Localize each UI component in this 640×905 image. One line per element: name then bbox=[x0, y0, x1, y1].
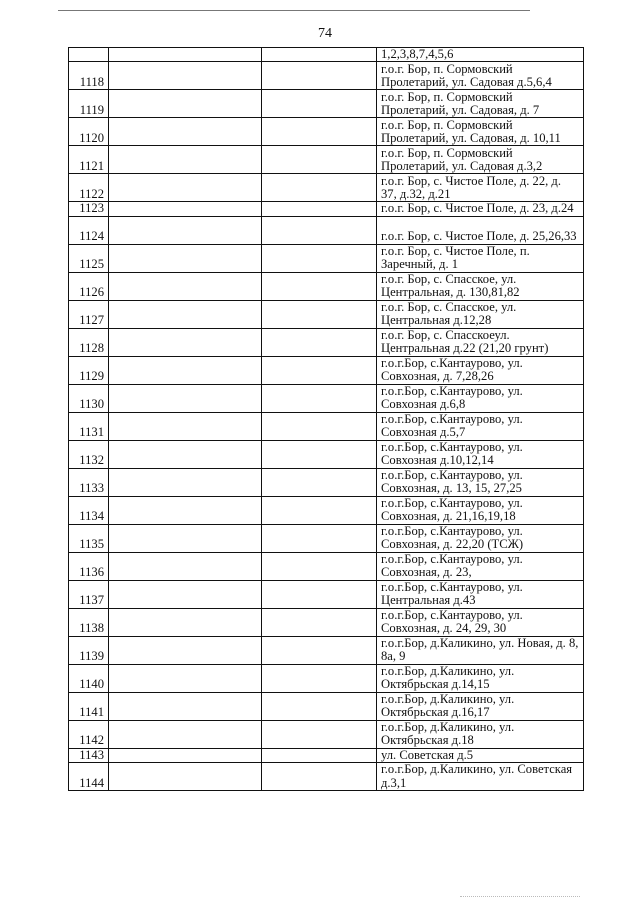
empty-cell bbox=[262, 202, 377, 216]
row-number: 1136 bbox=[69, 552, 109, 580]
address-cell bbox=[377, 48, 584, 62]
address-text: г.о.г.Бор, с.Кантаурово, ул. Совхозная д.5,7 bbox=[381, 412, 523, 440]
table-row bbox=[69, 608, 584, 636]
empty-cell bbox=[262, 216, 377, 244]
row-number: 1141 bbox=[69, 692, 109, 720]
table-row bbox=[69, 62, 584, 90]
row-number: 1138 bbox=[69, 608, 109, 636]
address-cell bbox=[377, 272, 584, 300]
table-row bbox=[69, 272, 584, 300]
empty-cell bbox=[109, 748, 262, 762]
row-number: 1118 bbox=[69, 62, 109, 90]
empty-cell bbox=[262, 48, 377, 62]
empty-cell bbox=[262, 328, 377, 356]
address-cell bbox=[377, 244, 584, 272]
empty-cell bbox=[109, 468, 262, 496]
empty-cell bbox=[262, 356, 377, 384]
table-row bbox=[69, 174, 584, 202]
table-row bbox=[69, 356, 584, 384]
table-row bbox=[69, 468, 584, 496]
address-text: г.о.г.Бор, с.Кантаурово, ул. Совхозная, д. 22,20 (ТСЖ) bbox=[381, 524, 524, 552]
empty-cell bbox=[109, 146, 262, 174]
address-cell bbox=[377, 62, 584, 90]
row-number: 1134 bbox=[69, 496, 109, 524]
empty-cell bbox=[109, 118, 262, 146]
empty-cell bbox=[262, 496, 377, 524]
row-number: 1121 bbox=[69, 146, 109, 174]
address-cell bbox=[377, 692, 584, 720]
address-cell bbox=[377, 440, 584, 468]
empty-cell bbox=[262, 763, 377, 791]
row-number: 1133 bbox=[69, 468, 109, 496]
address-cell bbox=[377, 202, 584, 216]
row-number: 1125 bbox=[69, 244, 109, 272]
address-cell bbox=[377, 608, 584, 636]
empty-cell bbox=[109, 244, 262, 272]
table-row bbox=[69, 636, 584, 664]
empty-cell bbox=[109, 763, 262, 791]
address-cell bbox=[377, 552, 584, 580]
address-text: г.о.г.Бор, с.Кантаурово, ул. Центральная д.43 bbox=[381, 580, 523, 608]
address-cell bbox=[377, 118, 584, 146]
address-text: г.о.г.Бор, с.Кантаурово, ул. Совхозная д.10,12,14 bbox=[381, 440, 523, 468]
address-cell bbox=[377, 763, 584, 791]
address-text: г.о.г.Бор, д.Каликино, ул. Новая, д. 8, 8а, 9 bbox=[381, 636, 579, 664]
address-text: г.о.г.Бор, с.Кантаурово, ул. Совхозная, д. 23, bbox=[381, 552, 523, 580]
address-cell bbox=[377, 496, 584, 524]
address-text: г.о.г. Бор, с. Чистое Поле, п. Заречный, д. 1 bbox=[381, 244, 530, 272]
address-text: 1,2,3,8,7,4,5,6 bbox=[381, 47, 454, 61]
empty-cell bbox=[262, 524, 377, 552]
empty-cell bbox=[262, 440, 377, 468]
table-row bbox=[69, 440, 584, 468]
address-text: г.о.г. Бор, с. Чистое Поле, д. 22, д. 37, д.32, д.21 bbox=[381, 173, 561, 201]
empty-cell bbox=[109, 720, 262, 748]
row-number: 1119 bbox=[69, 90, 109, 118]
empty-cell bbox=[109, 356, 262, 384]
empty-cell bbox=[109, 384, 262, 412]
row-number: 1124 bbox=[69, 216, 109, 244]
address-text: г.о.г.Бор, д.Каликино, ул. Советская д.3,1 bbox=[381, 762, 573, 790]
table-row bbox=[69, 328, 584, 356]
empty-cell bbox=[262, 384, 377, 412]
table-row bbox=[69, 90, 584, 118]
row-number: 1120 bbox=[69, 118, 109, 146]
table-row bbox=[69, 244, 584, 272]
empty-cell bbox=[109, 524, 262, 552]
table-row bbox=[69, 524, 584, 552]
address-cell bbox=[377, 174, 584, 202]
address-cell bbox=[377, 580, 584, 608]
address-text: г.о.г. Бор, п. Сормовский Пролетарий, ул. Садовая д.5,6,4 bbox=[381, 61, 552, 89]
empty-cell bbox=[109, 608, 262, 636]
address-cell bbox=[377, 664, 584, 692]
empty-cell bbox=[262, 244, 377, 272]
empty-cell bbox=[109, 328, 262, 356]
empty-cell bbox=[262, 118, 377, 146]
empty-cell bbox=[262, 272, 377, 300]
address-cell bbox=[377, 412, 584, 440]
address-cell bbox=[377, 524, 584, 552]
address-cell bbox=[377, 146, 584, 174]
empty-cell bbox=[109, 496, 262, 524]
row-number: 1131 bbox=[69, 412, 109, 440]
address-text: г.о.г. Бор, с. Чистое Поле, д. 23, д.24 bbox=[381, 201, 574, 216]
address-text: г.о.г. Бор, п. Сормовский Пролетарий, ул. Садовая, д. 10,11 bbox=[381, 117, 561, 145]
address-cell bbox=[377, 384, 584, 412]
table-row bbox=[69, 146, 584, 174]
table-row bbox=[69, 552, 584, 580]
row-number: 1126 bbox=[69, 272, 109, 300]
empty-cell bbox=[262, 664, 377, 692]
empty-cell bbox=[109, 440, 262, 468]
empty-cell bbox=[262, 90, 377, 118]
scan-artifact bbox=[460, 896, 580, 900]
row-number: 1123 bbox=[69, 202, 109, 216]
table-row bbox=[69, 48, 584, 62]
row-number: 1122 bbox=[69, 174, 109, 202]
address-text: г.о.г.Бор, д.Каликино, ул. Октябрьская д.18 bbox=[381, 720, 515, 748]
row-number: 1137 bbox=[69, 580, 109, 608]
empty-cell bbox=[109, 412, 262, 440]
empty-cell bbox=[262, 552, 377, 580]
table-row bbox=[69, 216, 584, 244]
empty-cell bbox=[109, 580, 262, 608]
address-text: г.о.г.Бор, с.Кантаурово, ул. Совхозная, д. 7,28,26 bbox=[381, 356, 523, 384]
table-row bbox=[69, 384, 584, 412]
address-text: г.о.г. Бор, с. Чистое Поле, д. 25,26,33 bbox=[381, 229, 577, 244]
address-cell bbox=[377, 636, 584, 664]
row-number: 1128 bbox=[69, 328, 109, 356]
address-text: г.о.г.Бор, д.Каликино, ул. Октябрьская д.16,17 bbox=[381, 692, 515, 720]
empty-cell bbox=[109, 636, 262, 664]
address-text: г.о.г.Бор, с.Кантаурово, ул. Совхозная, д. 13, 15, 27,25 bbox=[381, 468, 523, 496]
empty-cell bbox=[109, 216, 262, 244]
header-rule bbox=[58, 10, 530, 11]
empty-cell bbox=[109, 272, 262, 300]
empty-cell bbox=[262, 300, 377, 328]
address-text: г.о.г.Бор, с.Кантаурово, ул. Совхозная, д. 24, 29, 30 bbox=[381, 608, 523, 636]
address-text: г.о.г. Бор, п. Сормовский Пролетарий, ул. Садовая, д. 7 bbox=[381, 89, 540, 117]
row-number: 1144 bbox=[69, 763, 109, 791]
empty-cell bbox=[109, 552, 262, 580]
page-number: 74 bbox=[318, 26, 332, 41]
address-text: г.о.г.Бор, с.Кантаурово, ул. Совхозная д.6,8 bbox=[381, 384, 523, 412]
table-row bbox=[69, 748, 584, 762]
empty-cell bbox=[262, 174, 377, 202]
address-text: г.о.г. Бор, с. Спасскоеул. Центральная д.22 (21,20 грунт) bbox=[381, 328, 549, 356]
row-number: 1130 bbox=[69, 384, 109, 412]
row-number bbox=[69, 48, 109, 62]
address-cell bbox=[377, 748, 584, 762]
address-text: ул. Советская д.5 bbox=[381, 747, 474, 762]
empty-cell bbox=[262, 636, 377, 664]
row-number: 1142 bbox=[69, 720, 109, 748]
empty-cell bbox=[262, 748, 377, 762]
empty-cell bbox=[109, 692, 262, 720]
empty-cell bbox=[262, 146, 377, 174]
row-number: 1132 bbox=[69, 440, 109, 468]
table-row bbox=[69, 692, 584, 720]
empty-cell bbox=[109, 90, 262, 118]
table-row bbox=[69, 118, 584, 146]
address-cell bbox=[377, 356, 584, 384]
empty-cell bbox=[109, 664, 262, 692]
empty-cell bbox=[109, 62, 262, 90]
row-number: 1139 bbox=[69, 636, 109, 664]
table-row bbox=[69, 202, 584, 216]
table-row bbox=[69, 300, 584, 328]
address-cell bbox=[377, 300, 584, 328]
table-row bbox=[69, 720, 584, 748]
address-text: г.о.г. Бор, п. Сормовский Пролетарий, ул. Садовая д.3,2 bbox=[381, 145, 543, 173]
empty-cell bbox=[109, 300, 262, 328]
row-number: 1129 bbox=[69, 356, 109, 384]
address-cell bbox=[377, 720, 584, 748]
empty-cell bbox=[109, 202, 262, 216]
address-table bbox=[68, 47, 584, 791]
row-number: 1135 bbox=[69, 524, 109, 552]
address-cell bbox=[377, 468, 584, 496]
table-row bbox=[69, 580, 584, 608]
empty-cell bbox=[109, 174, 262, 202]
empty-cell bbox=[262, 468, 377, 496]
row-number: 1143 bbox=[69, 748, 109, 762]
empty-cell bbox=[262, 580, 377, 608]
table-row bbox=[69, 496, 584, 524]
address-cell bbox=[377, 328, 584, 356]
empty-cell bbox=[109, 48, 262, 62]
row-number: 1140 bbox=[69, 664, 109, 692]
table-row bbox=[69, 664, 584, 692]
address-text: г.о.г.Бор, д.Каликино, ул. Октябрьская д.14,15 bbox=[381, 664, 515, 692]
empty-cell bbox=[262, 720, 377, 748]
table-row bbox=[69, 412, 584, 440]
address-text: г.о.г.Бор, с.Кантаурово, ул. Совхозная, д. 21,16,19,18 bbox=[381, 496, 523, 524]
table-row bbox=[69, 763, 584, 791]
address-cell bbox=[377, 90, 584, 118]
row-number: 1127 bbox=[69, 300, 109, 328]
empty-cell bbox=[262, 412, 377, 440]
empty-cell bbox=[262, 692, 377, 720]
address-text: г.о.г. Бор, с. Спасское, ул. Центральная, д. 130,81,82 bbox=[381, 272, 520, 300]
address-text: г.о.г. Бор, с. Спасское, ул. Центральная д.12,28 bbox=[381, 300, 517, 328]
empty-cell bbox=[262, 608, 377, 636]
empty-cell bbox=[262, 62, 377, 90]
address-cell bbox=[377, 216, 584, 244]
